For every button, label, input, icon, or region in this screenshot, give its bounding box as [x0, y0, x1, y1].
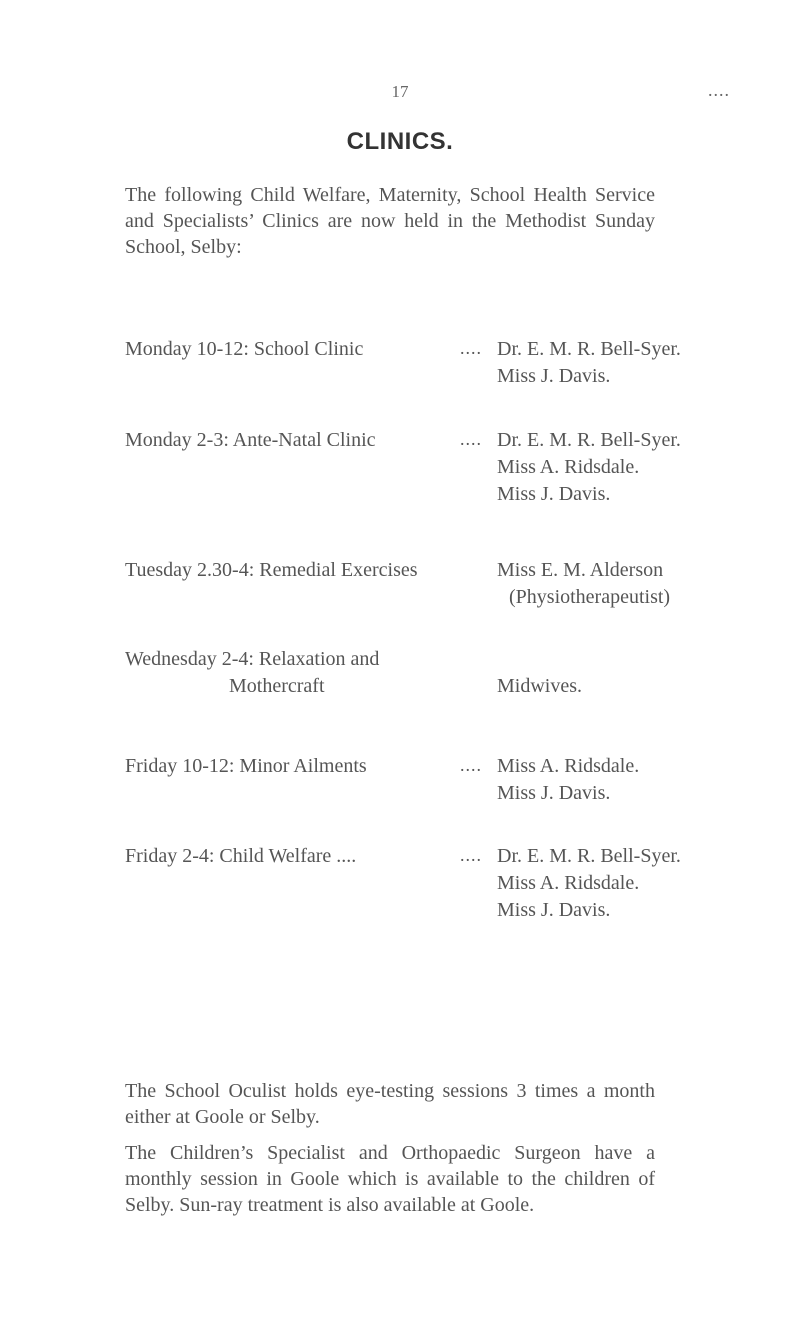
- staff-member: Miss J. Davis.: [497, 365, 611, 387]
- clinic-label-tuesday-remedial: Tuesday 2.30-4: Remedial Exercises: [125, 559, 418, 581]
- clinic-staff-friday-welfare: [497, 843, 681, 924]
- leader-dots: ....: [460, 338, 482, 358]
- clinic-label-friday-minor: Friday 10-12: Minor Ailments: [125, 755, 367, 777]
- leader-dots: ....: [460, 429, 482, 449]
- clinic-staff-tuesday-remedial: [497, 557, 670, 611]
- oculist-paragraph: The School Oculist holds eye-testing sessions 3 times a month either at Goole or Selby.: [125, 1080, 655, 1128]
- clinic-label-wednesday-mothercraft: Mothercraft: [229, 675, 325, 697]
- clinic-label-wednesday-relaxation: Wednesday 2-4: Relaxation and: [125, 648, 380, 670]
- intro-paragraph: The following Child Welfare, Maternity, School Health Service and Specialists’ Clinics are now held in the Methodist Sunday School, Selby:: [125, 184, 655, 258]
- staff-member: Miss A. Ridsdale.: [497, 456, 640, 478]
- clinic-staff-wednesday: [497, 673, 582, 700]
- staff-member: Dr. E. M. R. Bell-Syer.: [497, 845, 681, 867]
- specialist-paragraph: The Children’s Specialist and Orthopaedic Surgeon have a monthly session in Goole which is available to the children of Selby. Sun-ray treatment is also available at Goole.: [125, 1142, 655, 1216]
- page-title: CLINICS.: [346, 128, 454, 155]
- staff-member: Miss E. M. Alderson: [497, 559, 664, 581]
- staff-member: Miss A. Ridsdale.: [497, 872, 640, 894]
- staff-member: Dr. E. M. R. Bell-Syer.: [497, 429, 681, 451]
- leader-dots: ....: [460, 755, 482, 775]
- clinic-label-monday-school: Monday 10-12: School Clinic: [125, 338, 364, 360]
- staff-member: (Physiotherapeutist): [509, 586, 671, 608]
- clinic-label-monday-antenatal: Monday 2-3: Ante-Natal Clinic: [125, 429, 376, 451]
- clinic-staff-monday-school: [497, 336, 681, 390]
- staff-member: Dr. E. M. R. Bell-Syer.: [497, 338, 681, 360]
- leader-dots: ....: [460, 845, 482, 865]
- clinic-label-friday-welfare: Friday 2-4: Child Welfare ....: [125, 845, 357, 867]
- staff-member: Miss A. Ridsdale.: [497, 755, 640, 777]
- page-number: 17: [391, 82, 409, 101]
- clinic-staff-monday-antenatal: [497, 427, 681, 508]
- corner-mark: ....: [708, 80, 730, 100]
- staff-member: Midwives.: [497, 675, 582, 697]
- staff-member: Miss J. Davis.: [497, 899, 611, 921]
- clinic-staff-friday-minor: [497, 753, 639, 807]
- staff-member: Miss J. Davis.: [497, 782, 611, 804]
- staff-member: Miss J. Davis.: [497, 483, 611, 505]
